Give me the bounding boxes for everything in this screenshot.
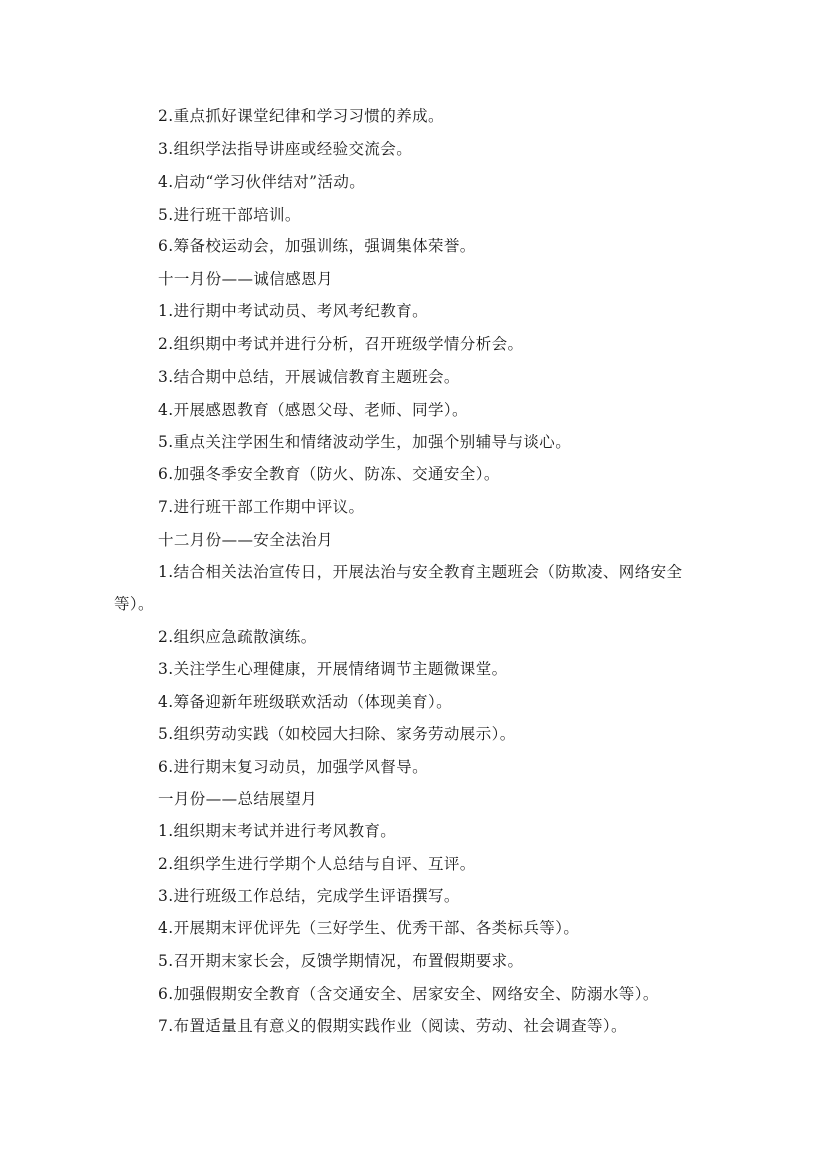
list-item: 7.进行班干部工作期中评议。	[158, 498, 365, 516]
list-item: 3.结合期中总结，开展诚信教育主题班会。	[158, 368, 460, 386]
list-item: 2.组织学生进行学期个人总结与自评、互评。	[158, 855, 476, 873]
list-item: 6.筹备校运动会，加强训练，强调集体荣誉。	[158, 237, 476, 255]
section-heading: 一月份——总结展望月	[158, 790, 318, 808]
list-item: 6.加强假期安全教育（含交通安全、居家安全、网络安全、防溺水等）。	[158, 985, 659, 1003]
list-item: 2.组织期中考试并进行分析，召开班级学情分析会。	[158, 335, 524, 353]
list-item: 3.进行班级工作总结，完成学生评语撰写。	[158, 887, 460, 905]
list-item: 1.结合相关法治宣传日，开展法治与安全教育主题班会（防欺凌、网络安全	[158, 563, 683, 581]
section-heading: 十二月份——安全法治月	[158, 531, 333, 549]
list-item: 6.进行期末复习动员，加强学风督导。	[158, 758, 428, 776]
list-item: 2.重点抓好课堂纪律和学习习惯的养成。	[158, 107, 444, 125]
list-item: 1.组织期末考试并进行考风教育。	[158, 822, 397, 840]
list-item: 5.进行班干部培训。	[158, 206, 301, 224]
list-item: 5.组织劳动实践（如校园大扫除、家务劳动展示）。	[158, 725, 516, 743]
list-item: 4.开展感恩教育（感恩父母、老师、同学）。	[158, 401, 468, 419]
list-item: 4.开展期末评优评先（三好学生、优秀干部、各类标兵等）。	[158, 919, 580, 937]
list-item: 5.重点关注学困生和情绪波动学生，加强个别辅导与谈心。	[158, 433, 572, 451]
list-item: 4.启动“学习伙伴结对”活动。	[158, 173, 366, 191]
list-item: 3.组织学法指导讲座或经验交流会。	[158, 140, 413, 158]
list-item-continuation: 等）。	[114, 595, 154, 613]
list-item: 1.进行期中考试动员、考风考纪教育。	[158, 302, 428, 320]
section-heading: 十一月份——诚信感恩月	[158, 270, 333, 288]
list-item: 6.加强冬季安全教育（防火、防冻、交通安全）。	[158, 465, 500, 483]
list-item: 4.筹备迎新年班级联欢活动（体现美育）。	[158, 693, 453, 711]
list-item: 5.召开期末家长会，反馈学期情况，布置假期要求。	[158, 952, 524, 970]
list-item: 7.布置适量且有意义的假期实践作业（阅读、劳动、社会调查等）。	[158, 1017, 627, 1035]
list-item: 2.组织应急疏散演练。	[158, 628, 317, 646]
list-item: 3.关注学生心理健康，开展情绪调节主题微课堂。	[158, 660, 508, 678]
